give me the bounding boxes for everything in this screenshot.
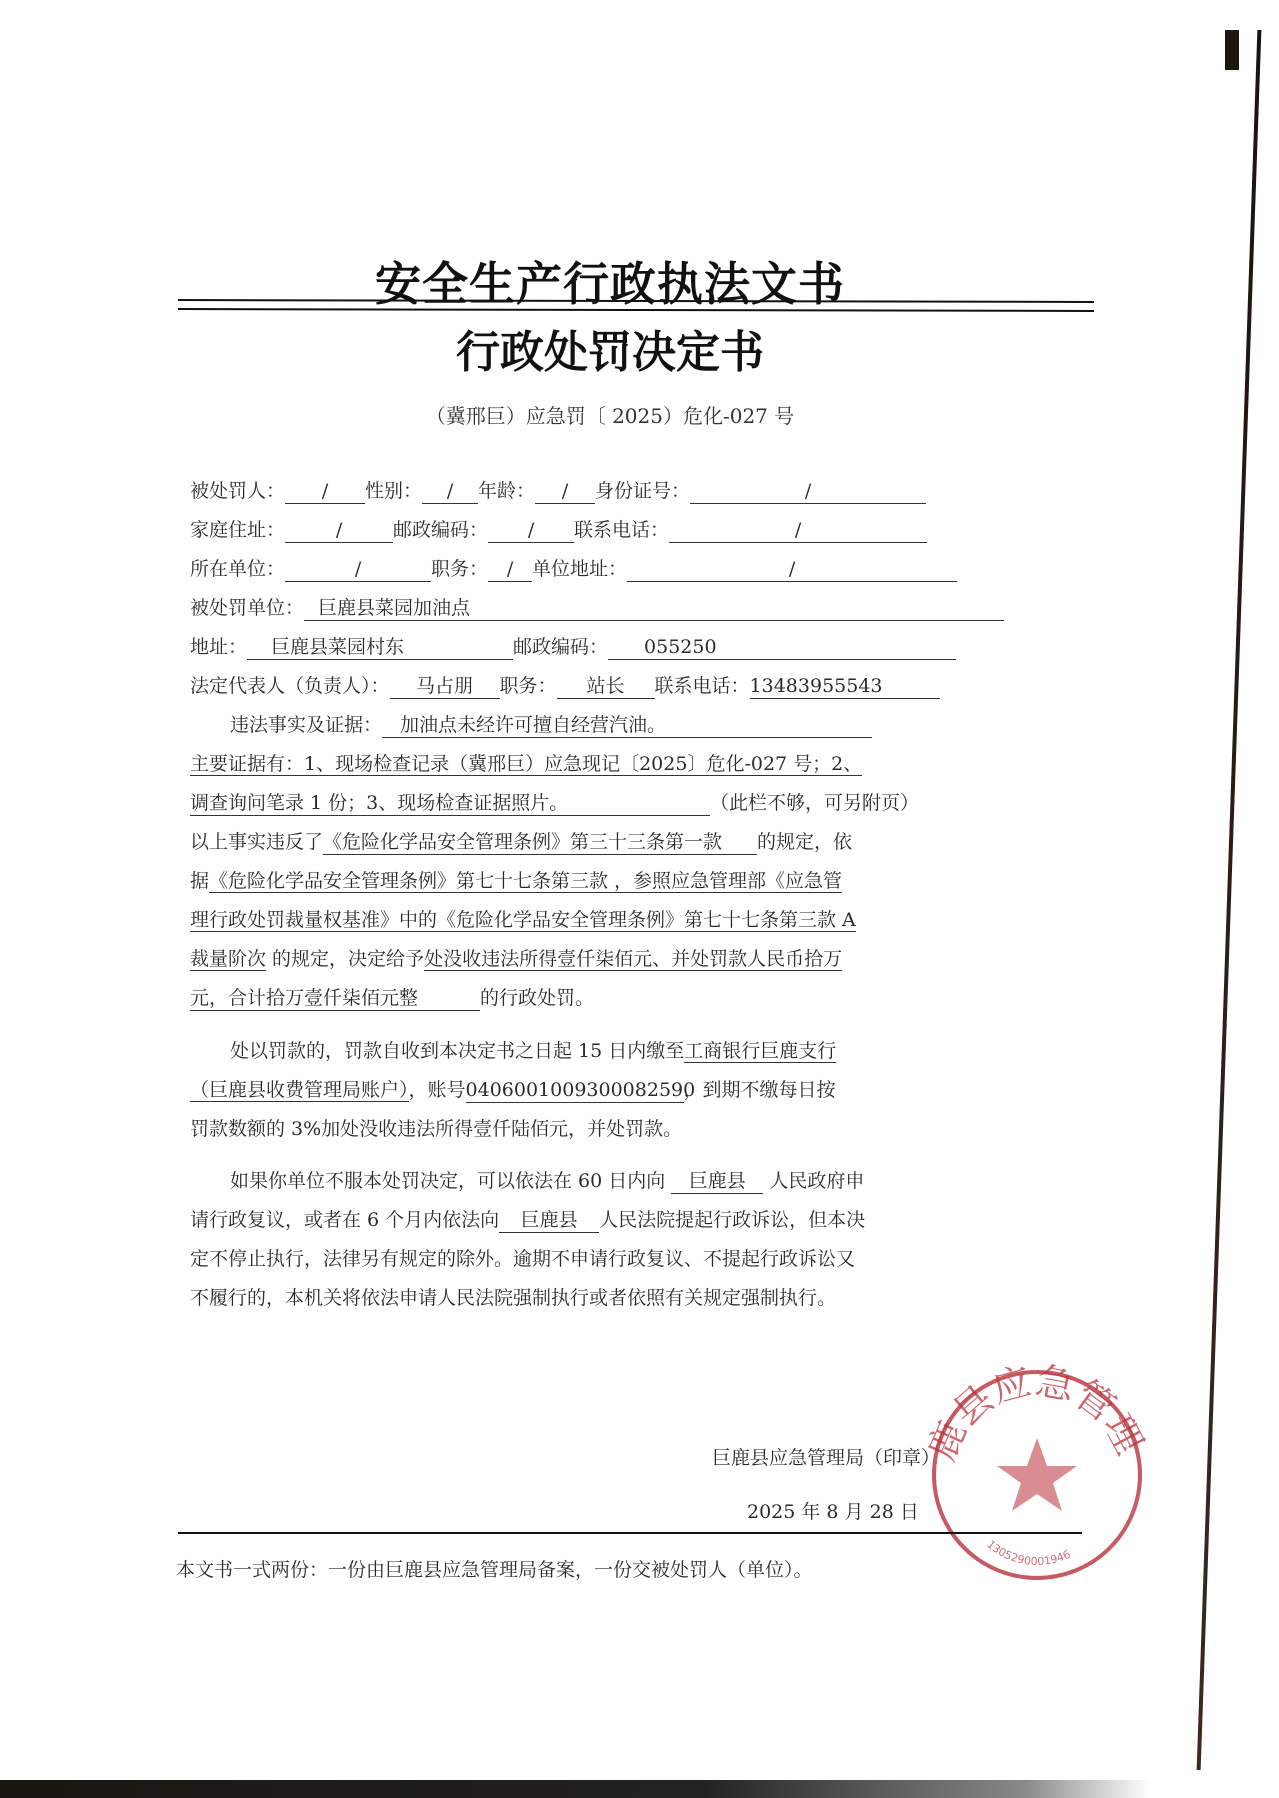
rep-position-value: 站长 (557, 674, 655, 699)
position-label: 职务： (431, 558, 489, 580)
decision-line-3 (190, 907, 1030, 933)
rep-position-label: 职务： (499, 675, 557, 697)
payment-line-2 (190, 1077, 1030, 1103)
individual-row-2 (190, 517, 1030, 543)
penalty-content: 处没收违法所得壹仟柒佰元、并处罚款人民币拾万 (424, 948, 843, 970)
entity-row-representative (190, 673, 1030, 699)
postcode-value: / (488, 518, 574, 543)
document-subtitle: 行政处罚决定书 (456, 327, 764, 378)
title-divider (178, 299, 1094, 312)
name-value: / (285, 479, 365, 504)
postcode-label: 邮政编码： (393, 519, 489, 541)
employer-label: 所在单位： (190, 558, 286, 580)
age-value: / (535, 479, 595, 504)
appeal-line-1 (230, 1168, 1070, 1194)
decision-text: 的规定，依 (757, 831, 853, 853)
evidence-text-2: 调查询问笔录 1 份；3、现场检查证据照片。 (190, 791, 710, 816)
page-edge-shadow (1197, 30, 1262, 1770)
phone-value: / (669, 518, 927, 543)
document-title: 安全生产行政执法文书 (375, 257, 845, 311)
appeal-text: 人民政府申 (769, 1170, 865, 1192)
age-label: 年龄： (478, 480, 536, 502)
entity-postcode-label: 邮政编码： (513, 636, 609, 658)
home-value: / (285, 518, 393, 543)
account-holder: （巨鹿县收费管理局账户） (190, 1079, 409, 1101)
svg-text:1305290001946: 1305290001946 (984, 1537, 1073, 1569)
payment-bank: 工商银行巨鹿支行 (684, 1040, 837, 1062)
issue-date: 2025 年 8 月 28 日 (747, 1501, 919, 1523)
home-label: 家庭住址： (190, 519, 286, 541)
account-number: 0406001009300082590 (465, 1079, 696, 1101)
rep-phone-label: 联系电话： (654, 675, 750, 697)
legal-basis: 《危险化学品安全管理条例》第七十七条第三款 ，参照应急管理部《应急管 (209, 870, 843, 892)
employer-address-label: 单位地址： (532, 558, 628, 580)
address-label: 地址： (190, 636, 248, 658)
background-surface (0, 1780, 1279, 1798)
evidence-line-1 (190, 751, 1030, 777)
payment-text: ，到期不缴每日按 (683, 1079, 836, 1101)
evidence-text-1: 主要证据有：1、现场检查记录（冀邢巨）应急现记〔2025〕危化-027 号；2、 (190, 753, 863, 775)
entity-row-address (190, 634, 1030, 660)
appeal-text: 定不停止执行，法律另有规定的除外。逾期不申请行政复议、不提起行政诉讼又 (190, 1248, 856, 1270)
representative-label: 法定代表人（负责人）： (190, 675, 390, 697)
official-seal-icon (922, 1360, 1152, 1590)
decision-text: 以上事实违反了 (190, 831, 324, 853)
name-label: 被处罚人： (190, 480, 286, 502)
penalty-total: 元，合计拾万壹仟柒佰元整 (190, 986, 480, 1011)
litigation-court: 巨鹿县 (499, 1208, 599, 1233)
appeal-line-3 (190, 1246, 1030, 1272)
appeal-line-2 (190, 1207, 1030, 1233)
id-value: / (690, 479, 926, 504)
facts-row (230, 712, 1070, 738)
evidence-note: （此栏不够，可另附页） (710, 792, 920, 814)
employer-value: / (285, 557, 431, 582)
issuing-agency: 巨鹿县应急管理局（印章） (712, 1447, 941, 1469)
address-value: 巨鹿县菜园村东 (247, 635, 513, 660)
appeal-text: 请行政复议，或者在 6 个月内依法向 (190, 1209, 500, 1231)
decision-line-2 (190, 868, 1030, 894)
footer-divider (178, 1532, 1082, 1534)
unit-label: 被处罚单位： (190, 597, 305, 619)
svg-text:鹿县应急管理: 鹿县应急管理 (922, 1360, 1152, 1467)
entity-postcode-value: 055250 (608, 635, 956, 660)
representative-value: 马占朋 (390, 674, 500, 699)
decision-line-5 (190, 985, 1030, 1011)
decision-text: 据 (190, 870, 210, 892)
decision-text: 的规定，决定给予 (266, 948, 425, 970)
page-edge-shadow (1225, 30, 1239, 70)
appeal-text: 不履行的，本机关将依法申请人民法院强制执行或者依照有关规定强制执行。 (190, 1287, 837, 1309)
legal-basis-cont: 理行政处罚裁量权基准》中的《危险化学品安全管理条例》第七十七条第三款 A (190, 909, 856, 931)
individual-row-1 (190, 478, 1030, 504)
evidence-line-2 (190, 790, 1030, 816)
unit-value: 巨鹿县菜园加油点 (304, 596, 1004, 621)
appeal-text: 如果你单位不服本处罚决定，可以依法在 60 日内向 (230, 1170, 666, 1192)
payment-text: 罚款数额的 3%加处没收违法所得壹仟陆佰元，并处罚款。 (190, 1118, 683, 1140)
payment-text: ，账号 (408, 1079, 466, 1101)
payment-line-3 (190, 1116, 1030, 1142)
appeal-text: 人民法院提起行政诉讼，但本决 (599, 1209, 866, 1231)
gender-value: / (422, 479, 478, 504)
payment-line-1 (230, 1038, 1070, 1064)
rep-phone-value: 13483955543 (750, 674, 940, 699)
gender-label: 性别： (365, 480, 423, 502)
review-government: 巨鹿县 (671, 1169, 763, 1194)
position-value: / (488, 557, 532, 582)
copies-note: 本文书一式两份：一份由巨鹿县应急管理局备案，一份交被处罚人（单位）。 (176, 1559, 813, 1581)
facts-value: 加油点未经许可擅自经营汽油。 (382, 713, 872, 738)
entity-row-unit (190, 595, 1030, 621)
violated-law: 《危险化学品安全管理条例》第三十三条第一款 (323, 830, 757, 855)
phone-label: 联系电话： (574, 519, 670, 541)
id-label: 身份证号： (595, 480, 691, 502)
discretion-level: 裁量阶次 (190, 948, 267, 970)
individual-row-3 (190, 556, 1030, 582)
decision-line-4 (190, 946, 1030, 972)
facts-label: 违法事实及证据： (230, 714, 383, 736)
document-number: （冀邢巨）应急罚〔 2025）危化-027 号 (425, 404, 795, 428)
payment-text: 处以罚款的，罚款自收到本决定书之日起 15 日内缴至 (230, 1040, 685, 1062)
decision-line-1 (190, 829, 1030, 855)
employer-address-value: / (627, 557, 957, 582)
decision-text: 的行政处罚。 (480, 987, 595, 1009)
appeal-line-4 (190, 1285, 1030, 1311)
